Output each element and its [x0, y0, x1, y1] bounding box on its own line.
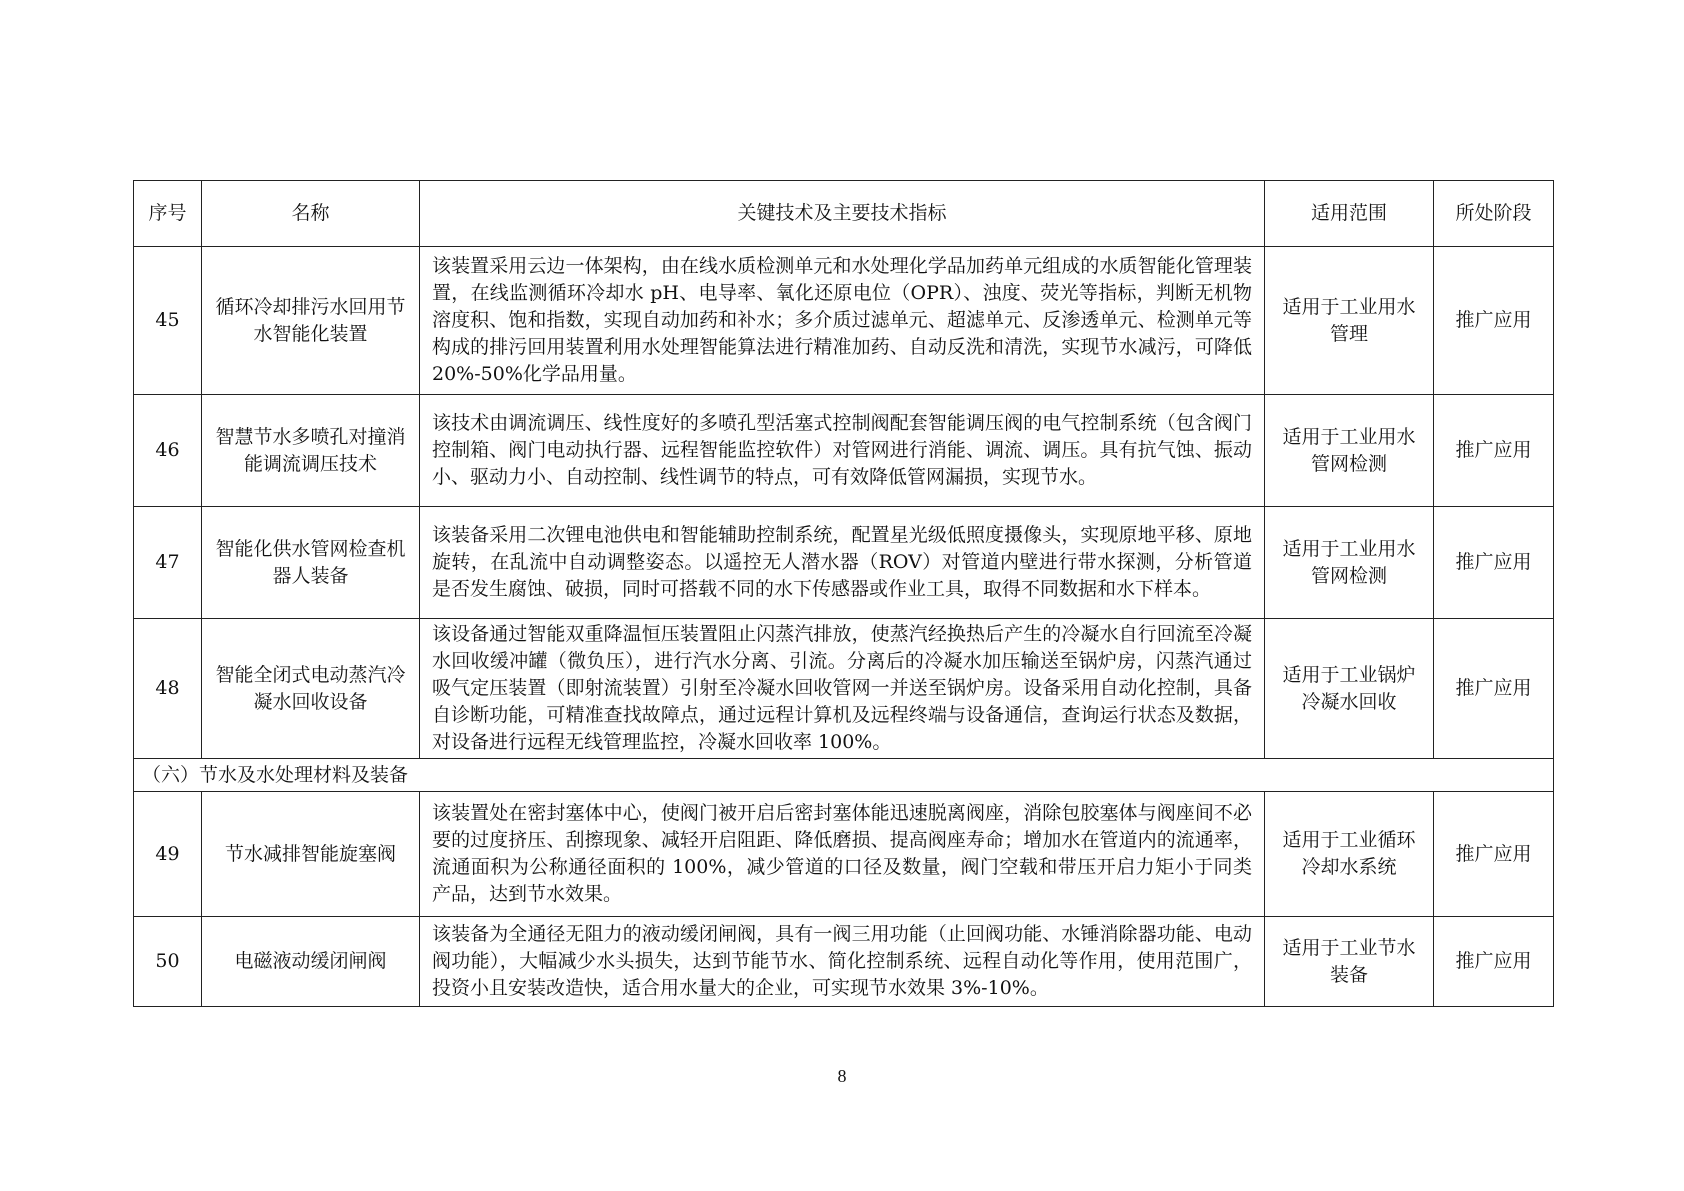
row-stage: 推广应用 — [1434, 917, 1554, 1007]
row-stage: 推广应用 — [1434, 619, 1554, 759]
row-stage: 推广应用 — [1434, 792, 1554, 917]
table-row — [134, 917, 1554, 1007]
row-desc: 该装置采用云边一体架构，由在线水质检测单元和水处理化学品加药单元组成的水质智能化管理装置，在线监测循环冷却水 pH、电导率、氧化还原电位（OPR）、浊度、荧光等指标，判断无机物溶度积、饱和指数，实现自动加药和补水；多介质过滤单元、超滤单元、反渗透单元、检测单元等构成的排污回用装置利用水处理智能算法进行精准加药、自动反洗和清洗，实现节水减污，可降低 20%-50%化学品用量。 — [420, 247, 1265, 395]
row-name: 电磁液动缓闭闸阀 — [202, 917, 420, 1007]
row-scope: 适用于工业用水管网检测 — [1265, 395, 1434, 507]
section-title: （六）节水及水处理材料及装备 — [134, 759, 1554, 792]
page-number: 8 — [837, 1066, 847, 1086]
header-desc: 关键技术及主要技术指标 — [420, 181, 1265, 247]
row-desc: 该设备通过智能双重降温恒压装置阻止闪蒸汽排放，使蒸汽经换热后产生的冷凝水自行回流至冷凝水回收缓冲罐（微负压），进行汽水分离、引流。分离后的冷凝水加压输送至锅炉房，闪蒸汽通过吸气定压装置（即射流装置）引射至冷凝水回收管网一并送至锅炉房。设备采用自动化控制，具备自诊断功能，可精准查找故障点，通过远程计算机及远程终端与设备通信，查询运行状态及数据，对设备进行远程无线管理监控，冷凝水回收率 100%。 — [420, 619, 1265, 759]
section-row — [134, 759, 1554, 792]
row-stage: 推广应用 — [1434, 507, 1554, 619]
row-name: 智慧节水多喷孔对撞消能调流调压技术 — [202, 395, 420, 507]
header-num: 序号 — [134, 181, 202, 247]
row-num: 47 — [134, 507, 202, 619]
tech-catalog-table — [133, 180, 1554, 1007]
row-num: 50 — [134, 917, 202, 1007]
header-scope: 适用范围 — [1265, 181, 1434, 247]
table-header-row — [134, 181, 1554, 247]
row-stage: 推广应用 — [1434, 395, 1554, 507]
row-desc: 该装置处在密封塞体中心，使阀门被开启后密封塞体能迅速脱离阀座，消除包胶塞体与阀座间不必要的过度挤压、刮擦现象、减轻开启阻距、降低磨损、提高阀座寿命；增加水在管道内的流通率，流通面积为公称通径面积的 100%，减少管道的口径及数量，阀门空载和带压开启力矩小于同类产品，达到节水效果。 — [420, 792, 1265, 917]
table-row — [134, 507, 1554, 619]
table-row — [134, 792, 1554, 917]
row-num: 48 — [134, 619, 202, 759]
table-row — [134, 395, 1554, 507]
row-num: 49 — [134, 792, 202, 917]
header-name: 名称 — [202, 181, 420, 247]
row-scope: 适用于工业用水管网检测 — [1265, 507, 1434, 619]
table-row — [134, 247, 1554, 395]
row-scope: 适用于工业锅炉冷凝水回收 — [1265, 619, 1434, 759]
row-num: 45 — [134, 247, 202, 395]
row-name: 智能全闭式电动蒸汽冷凝水回收设备 — [202, 619, 420, 759]
row-scope: 适用于工业循环冷却水系统 — [1265, 792, 1434, 917]
row-desc: 该技术由调流调压、线性度好的多喷孔型活塞式控制阀配套智能调压阀的电气控制系统（包含阀门控制箱、阀门电动执行器、远程智能监控软件）对管网进行消能、调流、调压。具有抗气蚀、振动小、驱动力小、自动控制、线性调节的特点，可有效降低管网漏损，实现节水。 — [420, 395, 1265, 507]
row-stage: 推广应用 — [1434, 247, 1554, 395]
row-name: 循环冷却排污水回用节水智能化装置 — [202, 247, 420, 395]
header-stage: 所处阶段 — [1434, 181, 1554, 247]
row-scope: 适用于工业节水装备 — [1265, 917, 1434, 1007]
row-name: 节水减排智能旋塞阀 — [202, 792, 420, 917]
row-num: 46 — [134, 395, 202, 507]
row-desc: 该装备为全通径无阻力的液动缓闭闸阀，具有一阀三用功能（止回阀功能、水锤消除器功能、电动阀功能），大幅减少水头损失，达到节能节水、简化控制系统、远程自动化等作用，使用范围广，投资小且安装改造快，适合用水量大的企业，可实现节水效果 3%-10%。 — [420, 917, 1265, 1007]
row-name: 智能化供水管网检查机器人装备 — [202, 507, 420, 619]
row-desc: 该装备采用二次锂电池供电和智能辅助控制系统，配置星光级低照度摄像头，实现原地平移、原地旋转，在乱流中自动调整姿态。以遥控无人潜水器（ROV）对管道内壁进行带水探测，分析管道是否发生腐蚀、破损，同时可搭载不同的水下传感器或作业工具，取得不同数据和水下样本。 — [420, 507, 1265, 619]
tech-catalog-table-page — [133, 180, 1553, 1007]
table-row — [134, 619, 1554, 759]
row-scope: 适用于工业用水管理 — [1265, 247, 1434, 395]
